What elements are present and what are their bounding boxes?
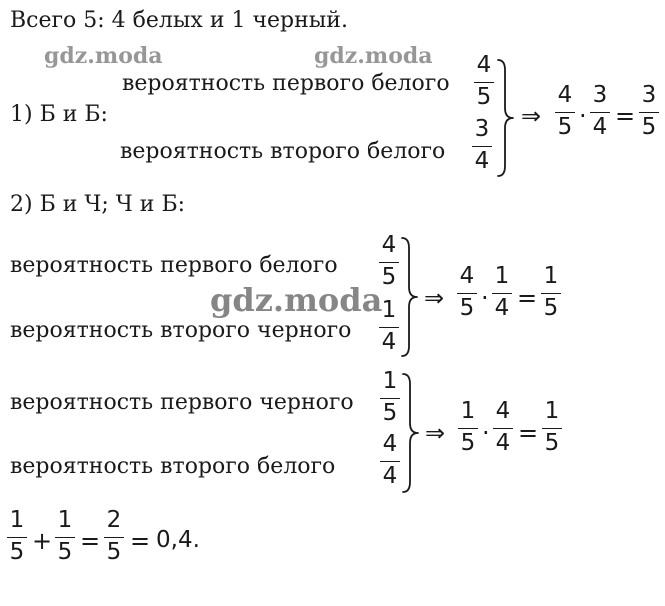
case-1-brace (494, 58, 518, 178)
case-2a-dot: · (481, 284, 489, 312)
watermark: gdz.moda (314, 43, 433, 69)
problem-statement: Всего 5: 4 белых и 1 черный. (10, 8, 348, 33)
case-1-line-1: вероятность первого белого (122, 71, 450, 96)
case-2a-line-1: вероятность первого белого (10, 253, 338, 278)
final-fraction-2: 1 5 (54, 509, 76, 567)
case-2a-brace (398, 236, 422, 358)
final-plus: + (32, 527, 53, 555)
case-2a-implies: ⇒ (424, 284, 445, 312)
case-1-line-2: вероятность второго белого (120, 139, 446, 164)
final-result: 0,4. (156, 527, 200, 553)
case-1-fraction-2: 3 4 (471, 118, 493, 176)
case-2a-fraction-1: 4 5 (378, 234, 400, 292)
case-2b-fraction-2: 4 4 (379, 433, 401, 491)
case-1-dot: · (579, 102, 587, 130)
case-2a-result-factor-2: 1 4 (491, 265, 513, 323)
case-2a-fraction-2: 1 4 (378, 299, 400, 357)
final-equals-2: = (130, 527, 151, 555)
final-fraction-3: 2 5 (103, 509, 125, 567)
watermark: gdz.moda (210, 281, 383, 319)
case-1-implies: ⇒ (521, 102, 542, 130)
case-2b-result: 1 5 (541, 400, 563, 458)
case-2b-brace (399, 372, 423, 494)
case-2b-implies: ⇒ (425, 419, 446, 447)
case-2b-result-factor-2: 4 4 (492, 400, 514, 458)
case-2a-result-factor-1: 4 5 (456, 265, 478, 323)
case-1-result: 3 5 (638, 84, 660, 142)
case-2b-result-factor-1: 1 5 (457, 400, 479, 458)
watermark: gdz.moda (44, 43, 163, 69)
final-equals-1: = (80, 527, 101, 555)
case-2b-line-1: вероятность первого черного (10, 390, 354, 415)
case-1-fraction-1: 4 5 (473, 54, 495, 112)
case-2a-line-2: вероятность второго черного (10, 318, 352, 343)
case-2b-dot: · (482, 419, 490, 447)
case-1-result-factor-1: 4 5 (554, 84, 576, 142)
case-1-equals: = (615, 102, 636, 130)
case-2b-fraction-1: 1 5 (379, 370, 401, 428)
case-2-label: 2) Б и Ч; Ч и Б: (10, 192, 186, 217)
case-2a-equals: = (517, 284, 538, 312)
case-1-result-factor-2: 3 4 (589, 84, 611, 142)
case-2b-line-2: вероятность второго белого (10, 454, 336, 479)
final-fraction-1: 1 5 (6, 509, 28, 567)
case-1-label: 1) Б и Б: (10, 102, 108, 127)
case-2a-result: 1 5 (540, 265, 562, 323)
case-2b-equals: = (518, 419, 539, 447)
